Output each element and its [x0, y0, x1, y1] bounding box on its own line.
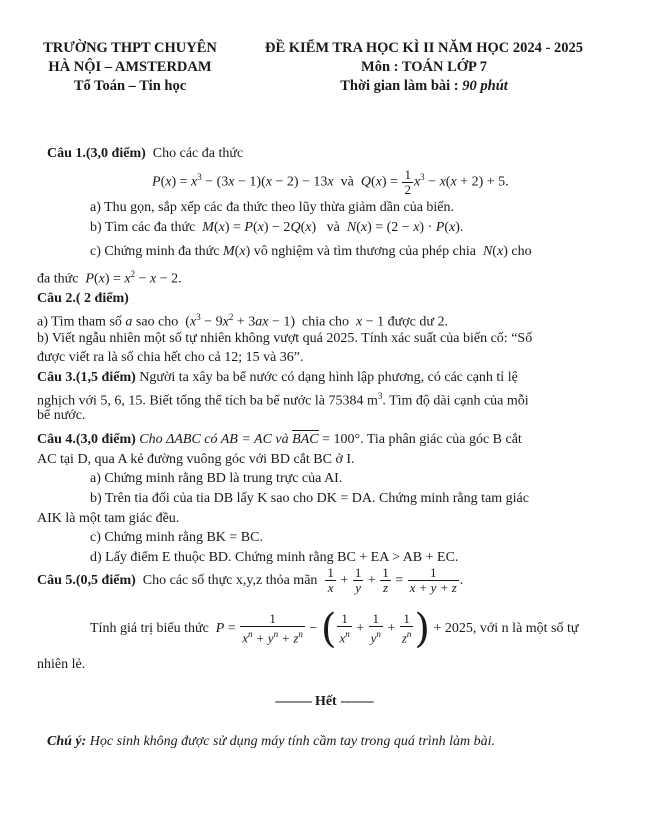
exam-subject: Môn : TOÁN LỚP 7 [361, 59, 487, 75]
exam-duration: Thời gian làm bài : 90 phút [340, 78, 508, 94]
q2-part-b-line1: b) Viết ngẫu nhiên một số tự nhiên không vượt quá 2025. Tính xác suất của biến cố: “Số [37, 331, 533, 346]
q4-line2: AC tại D, qua A kẻ đường vuông góc với BD cắt BC ở I. [37, 452, 355, 467]
q1-part-c-line1: c) Chứng minh đa thức M(x) vô nghiệm và tìm thương của phép chia N(x) cho [90, 244, 532, 259]
footer-note: Chú ý: Học sinh không được sử dụng máy tính cầm tay trong quá trình làm bài. [47, 734, 496, 749]
q5-line1: Câu 5.(0,5 điểm) Cho các số thực x,y,z thỏa mãn $\frac{1}{x}$ + $\frac{1}{y}$ + $\frac{1}{z}$ = $\frac{1}{x + y + z}$ . [37, 565, 464, 596]
q1-part-b: b) Tìm các đa thức M(x) = P(x) − 2Q(x) và N(x) = (2 − x) · P(x). [90, 220, 464, 235]
q4-line1: Câu 4.(3,0 điểm) Cho ΔABC có AB = AC và BAC = 100°. Tia phân giác của góc B cắt [37, 432, 522, 447]
q4-part-b-line2: AIK là một tam giác đều. [37, 511, 180, 526]
q4-part-a: a) Chứng minh rằng BD là trung trực của AI. [90, 471, 343, 486]
q2-part-b-line2: được viết ra là số chia hết cho cả 12; 15 và 36”. [37, 350, 304, 365]
exam-title: ĐỀ KIỂM TRA HỌC KÌ II NĂM HỌC 2024 - 2025 [265, 40, 583, 56]
q3-line2: nghịch với 5, 6, 15. Biết tổng thể tích ba bể nước là 75384 $m^3$. Tìm độ dài cạnh của mỗi [37, 391, 529, 409]
department-name: Tổ Toán – Tin học [73, 78, 187, 94]
q5-line2: Tính giá trị biểu thức P = $\frac{1}{x^n + y^n + z^n}$ − ( $\frac{1}{x^n}$ + $\frac{1}{y^n}$ + $\frac{1}{z^n}$ ) + 2025, với n là một số tự [90, 605, 579, 652]
q1-part-c-line2: đa thức $P(x) = x^2 - x - 2$. [37, 269, 182, 287]
school-name-line2: HÀ NỘI – AMSTERDAM [48, 59, 212, 75]
q3-line1: Câu 3.(1,5 điểm) Người ta xây ba bể nước có dạng hình lập phương, có các cạnh tỉ lệ [37, 370, 518, 385]
q1-heading: Câu 1.(3,0 điểm) Cho các đa thức [47, 146, 244, 161]
q1-polynomials: $P(x) = x^3 - (3x - 1)(x - 2) - 13x$ và Q(x) = $\frac{1}{2}$ $x^3 - x(x + 2) + 5$. [152, 166, 509, 197]
school-name-line1: TRƯỜNG THPT CHUYÊN [43, 40, 217, 56]
q2-part-a: a) Tìm tham số a sao cho $(x^3 - 9x^2 + 3ax - 1)$ chia cho x − 1 được dư 2. [37, 312, 448, 330]
q5-line3: nhiên lẻ. [37, 657, 86, 672]
end-mark: ---------- Hết --------- [274, 694, 374, 709]
q1-part-a: a) Thu gọn, sắp xếp các đa thức theo lũy thừa giảm dần của biến. [90, 200, 455, 215]
q3-line3: bể nước. [37, 408, 86, 423]
q4-part-c: c) Chứng minh rằng BK = BC. [90, 530, 263, 545]
q4-part-b-line1: b) Trên tia đối của tia DB lấy K sao cho DK = DA. Chứng minh rằng tam giác [90, 491, 529, 506]
q4-part-d: d) Lấy điểm E thuộc BD. Chứng minh rằng BC + EA > AB + EC. [90, 550, 459, 565]
angle-bac: BAC [292, 432, 319, 447]
q2-heading: Câu 2.( 2 điểm) [37, 291, 129, 306]
